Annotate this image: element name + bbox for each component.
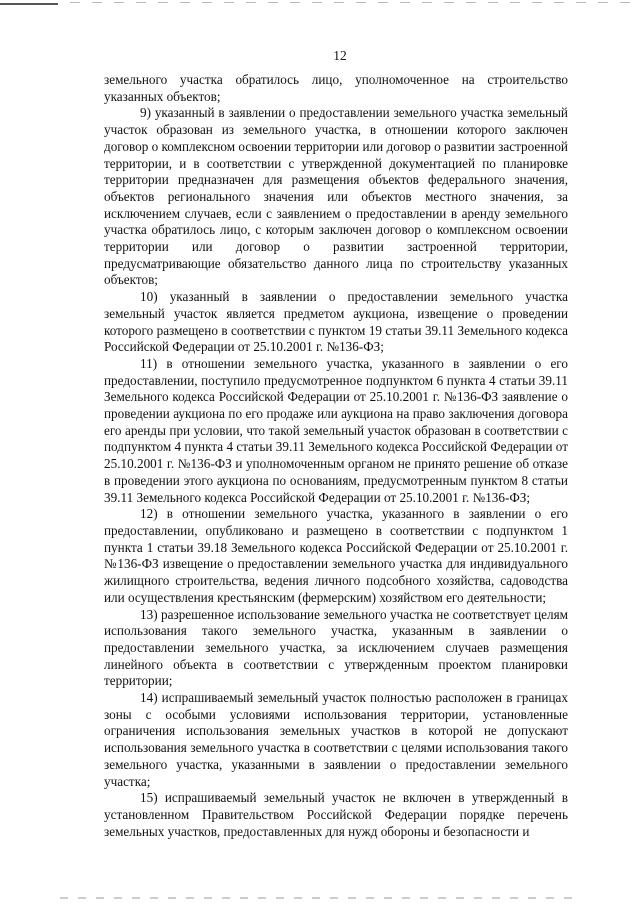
paragraph-item-11: 11) в отношении земельного участка, указанного в заявлении о его предоставлении, поступило предусмотренное подпунктом 6 пункта 4 статьи 39.11 Земельного кодекса Российской Федерации от 25.10.2001 г. №136-ФЗ заявление о проведении аукциона по его продаже или аукциона на право заключения договора его аренды при условии, что такой земельный участок образован в соответствии с подпунктом 4 пункта 4 статьи 39.11 Земельного кодекса Российской Федерации от 25.10.2001 г. №136-ФЗ и уполномоченным органом не принято решение об отказе в проведении этого аукциона по основаниям, предусмотренным пунктом 8 статьи 39.11 Земельного кодекса Российской Федерации от 25.10.2001 г. №136-ФЗ; bbox=[104, 355, 568, 505]
scan-edge-top bbox=[0, 0, 640, 6]
paragraph-item-12: 12) в отношении земельного участка, указанного в заявлении о его предоставлении, опубликовано и размещено в соответствии с подпунктом 1 пункта 1 статьи 39.18 Земельного кодекса Российской Федерации от 25.10.2001 г. №136-ФЗ извещение о предоставлении земельного участка для индивидуального жилищного строительства, ведения личного подсобного хозяйства, садоводства или осуществления крестьянским (фермерским) хозяйством его деятельности; bbox=[104, 506, 568, 605]
paragraph-continuation: земельного участка обратилось лицо, уполномоченное на строительство указанных объектов; bbox=[104, 72, 568, 104]
paragraph-item-14: 14) испрашиваемый земельный участок полностью расположен в границах зоны с особыми условиями использования территории, установленные ограничения использования земельных участков в которой не допускают использования земельного участка в соответствии с целями использования такого земельного участка, указанными в заявлении о предоставлении земельного участка; bbox=[104, 690, 568, 789]
page-number: 12 bbox=[333, 48, 347, 63]
paragraph-item-9: 9) указанный в заявлении о предоставлении земельного участка земельный участок образован из земельного участка, в отношении которого заключен договор о комплексном освоении территории или договор о развитии застроенной территории, и в соответствии с утвержденной документацией по планировке территории предназначен для размещения объектов федерального значения, объектов регионального значения или объектов местного значения, за исключением случаев, если с заявлением о предоставлении в аренду земельного участка обратилось лицо, с которым заключен договор о комплексном освоении территории или договор о развитии застроенной территории, предусматривающие обязательство данного лица по строительству указанных объектов; bbox=[104, 105, 568, 288]
document-body bbox=[104, 72, 568, 840]
paragraph-item-15: 15) испрашиваемый земельный участок не включен в утвержденный в установленном Правительством Российской Федерации порядке перечень земельных участков, предоставленных для нужд обороны и безопасности и bbox=[104, 790, 568, 839]
paragraph-item-10: 10) указанный в заявлении о предоставлении земельного участка земельный участок является предметом аукциона, извещение о проведении которого размещено в соответствии с пунктом 19 статьи 39.11 Земельного кодекса Российской Федерации от 25.10.2001 г. №136-ФЗ; bbox=[104, 289, 568, 355]
paragraph-item-13: 13) разрешенное использование земельного участка не соответствует целям использования такого земельного участка, указанным в заявлении о предоставлении земельного участка, за исключением случаев размещения линейного объекта в соответствии с утвержденным проектом планировки территории; bbox=[104, 606, 568, 689]
scan-edge-bottom bbox=[60, 897, 580, 899]
scan-mark bbox=[0, 3, 58, 5]
scan-mark bbox=[70, 2, 630, 3]
